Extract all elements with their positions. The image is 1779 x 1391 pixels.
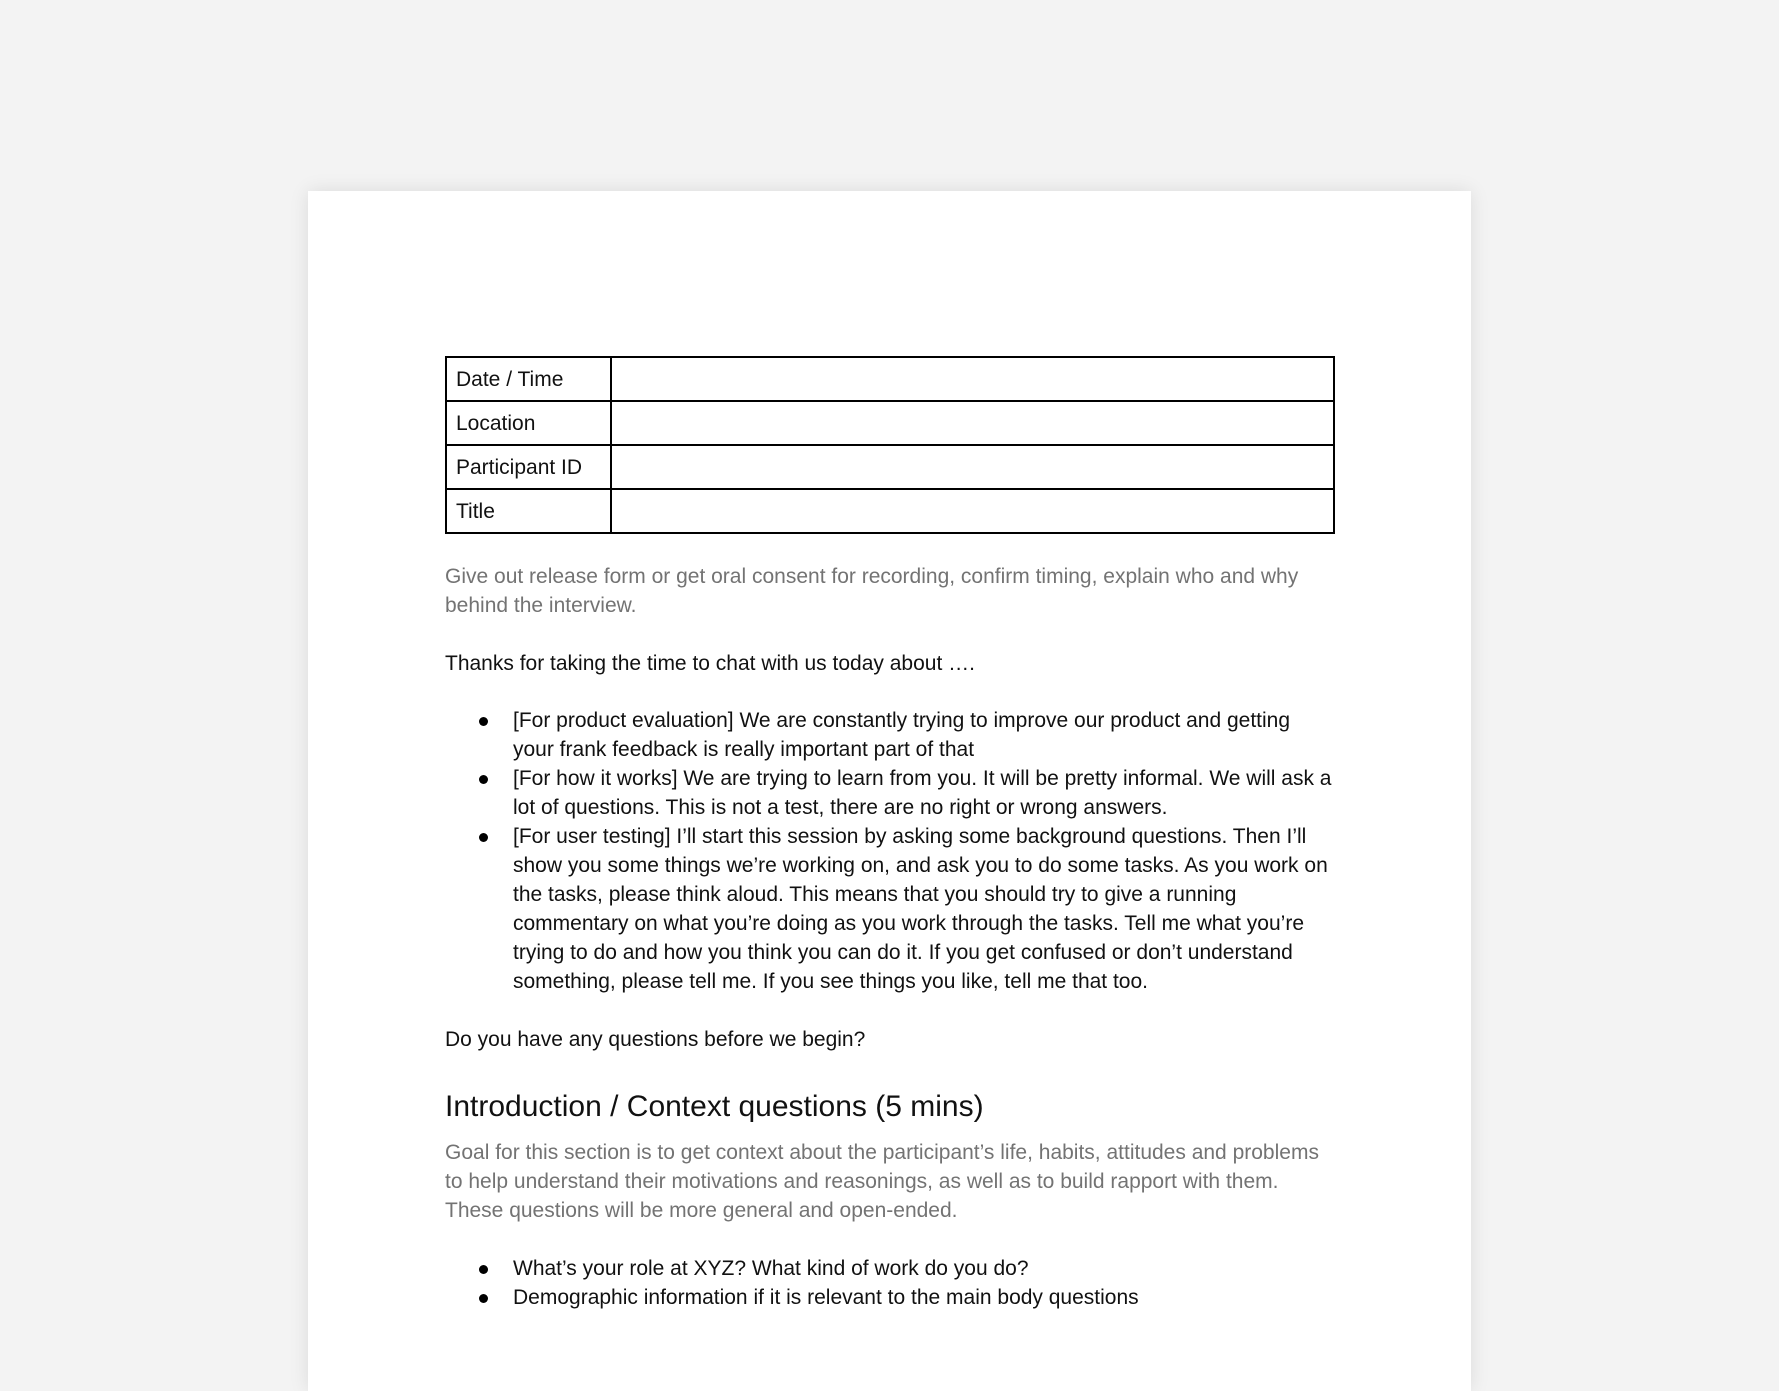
questions-paragraph: Do you have any questions before we begin? [445,1028,866,1051]
bullet-text: [For product evaluation] We are constantly trying to improve our product and getting your frank feedback is really important part of that [513,709,1291,761]
participant-id-label: Participant ID [446,445,611,489]
table-row [446,401,1334,445]
title-value[interactable] [611,489,1334,533]
section-goal-note: Goal for this section is to get context about the participant’s life, habits, attitudes and problems to help understand their motivations and reasonings, as well as to build rapport with them. These questions will be more general and open-ended. [445,1141,1319,1222]
date-time-value[interactable] [611,357,1334,401]
list-item [445,822,1335,996]
context-question-list [445,1254,1335,1312]
bullet-icon [479,717,488,726]
bullet-icon [479,1265,488,1274]
bullet-icon [479,775,488,784]
interview-info-table [445,356,1335,534]
table-row [446,445,1334,489]
title-label: Title [446,489,611,533]
intro-bullet-list [445,706,1335,996]
document-content [445,356,1335,1312]
consent-instruction-note: Give out release form or get oral consent for recording, confirm timing, explain who and why behind the interview. [445,565,1299,617]
location-label: Location [446,401,611,445]
table-row [446,357,1334,401]
thanks-paragraph: Thanks for taking the time to chat with us today about …. [445,652,975,675]
section-heading: Introduction / Context questions (5 mins) [445,1090,984,1123]
participant-id-value[interactable] [611,445,1334,489]
bullet-text: [For user testing] I’ll start this session by asking some background questions. Then I’ll show you some things we’re working on, and ask you to do some tasks. As you work on the tasks, please think aloud. This means that you should try to give a running commentary on what you’re doing as you work through the tasks. Tell me what you’re trying to do and how you think you can do it. If you get confused or don’t understand something, please tell me. If you see things you like, tell me that too. [513,825,1328,993]
table-row [446,489,1334,533]
bullet-text: What’s your role at XYZ? What kind of work do you do? [513,1257,1029,1280]
list-item [445,1283,1335,1312]
list-item [445,706,1335,764]
list-item [445,1254,1335,1283]
location-value[interactable] [611,401,1334,445]
bullet-icon [479,1294,488,1303]
bullet-icon [479,833,488,842]
list-item [445,764,1335,822]
document-page [308,191,1471,1391]
bullet-text: [For how it works] We are trying to learn from you. It will be pretty informal. We will ask a lot of questions. This is not a test, there are no right or wrong answers. [513,767,1332,819]
date-time-label: Date / Time [446,357,611,401]
bullet-text: Demographic information if it is relevant to the main body questions [513,1286,1139,1309]
